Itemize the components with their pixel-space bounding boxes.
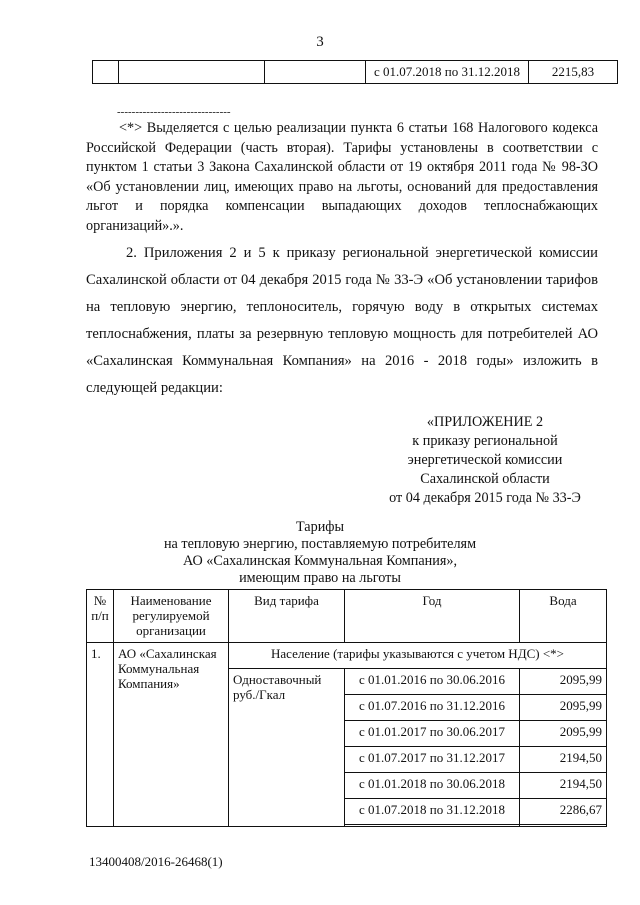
appendix-line: «ПРИЛОЖЕНИЕ 2: [426, 414, 544, 430]
footnote-separator: -------------------------------: [117, 106, 231, 118]
tariff-title-line: имеющим право на льготы: [239, 570, 401, 586]
table-row: [87, 643, 607, 669]
value-cell: 2095,99: [520, 695, 607, 721]
header-org: Наименование регулируемой организации: [114, 590, 229, 643]
table-cell: [93, 61, 119, 84]
tariff-title-line: АО «Сахалинская Коммунальная Компания»,: [182, 553, 458, 569]
value-cell: 2194,50: [520, 773, 607, 799]
appendix-line: к приказу региональной: [412, 433, 558, 449]
tariff-table: [86, 589, 607, 827]
table-row: [93, 61, 618, 84]
row-number: 1.: [87, 643, 114, 827]
header-num: № п/п: [87, 590, 114, 643]
value-cell: 2194,50: [520, 747, 607, 773]
appendix-line: Сахалинской области: [420, 471, 550, 487]
header-water: Вода: [520, 590, 607, 643]
population-note: Население (тарифы указываются с учетом НДС) <*>: [229, 643, 607, 669]
tariff-title-line: Тарифы: [295, 519, 345, 535]
footnote-text: <*> Выделяется с целью реализации пункта 6 статьи 168 Налогового кодекса Российской Федерации (часть вторая). Тарифы установлены в соответствии с пунктом 1 статьи 3 Закона Сахалинской области от 19 октября 2011 года № 98-ЗО «Об установлении лиц, имеющих право на льготы, оснований для предоставления льгот и порядка компенсации выпадающих доходов теплоснабжающих организаций».».: [86, 120, 598, 234]
value-cell: 2095,99: [520, 721, 607, 747]
table-cell: [119, 61, 265, 84]
tariff-type: Одноставочный руб./Гкал: [229, 669, 345, 827]
appendix-heading: [350, 413, 620, 508]
document-code: 13400408/2016-26468(1): [89, 854, 223, 869]
header-type: Вид тарифа: [229, 590, 345, 643]
period-cell: с 01.07.2018 по 31.12.2018: [366, 61, 529, 84]
table-cell: [345, 825, 520, 827]
paragraph-2: 2. Приложения 2 и 5 к приказу региональной энергетической комиссии Сахалинской области от 04 декабря 2015 года № 33-Э «Об установлении тарифов на тепловую энергию, теплоноситель, горячую воду в открытых системах теплоснабжения, платы за резервную тепловую мощность для потребителей АО «Сахалинская Коммунальная Компания» на 2016 - 2018 годы» изложить в следующей редакции:: [86, 245, 598, 396]
tariff-title: [120, 519, 520, 587]
period-cell: с 01.01.2018 по 30.06.2018: [345, 773, 520, 799]
appendix-line: от 04 декабря 2015 года № 33-Э: [389, 490, 581, 506]
org-name: АО «Сахалинская Коммунальная Компания»: [114, 643, 229, 827]
period-cell: с 01.01.2016 по 30.06.2016: [345, 669, 520, 695]
value-cell: 2095,99: [520, 669, 607, 695]
value-cell: 2215,83: [529, 61, 618, 84]
table-cell: [265, 61, 366, 84]
page-number: 3: [316, 34, 324, 50]
continuation-table: [92, 60, 618, 84]
period-cell: с 01.01.2017 по 30.06.2017: [345, 721, 520, 747]
tariff-title-line: на тепловую энергию, поставляемую потребителям: [163, 536, 477, 552]
value-cell: 2286,67: [520, 799, 607, 825]
period-cell: с 01.07.2017 по 31.12.2017: [345, 747, 520, 773]
header-year: Год: [345, 590, 520, 643]
period-cell: с 01.07.2016 по 31.12.2016: [345, 695, 520, 721]
period-cell: с 01.07.2018 по 31.12.2018: [345, 799, 520, 825]
table-header-row: [87, 590, 607, 643]
appendix-line: энергетической комиссии: [407, 452, 563, 468]
table-cell: [520, 825, 607, 827]
